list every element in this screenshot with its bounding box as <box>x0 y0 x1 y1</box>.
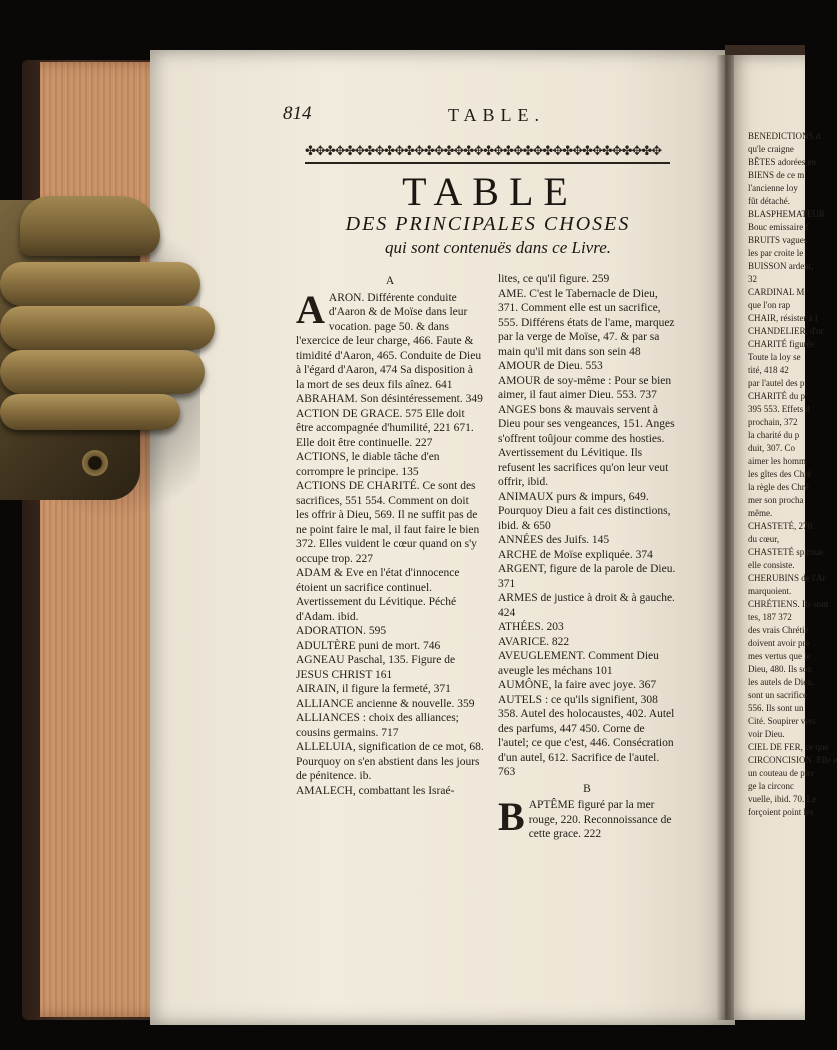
facing-page-line: mes vertus que le <box>748 651 811 661</box>
running-head <box>283 103 573 133</box>
facing-page-line: même. <box>748 508 773 518</box>
index-entry: ARMES de justice à droit & à gauche. 424 <box>498 592 675 619</box>
index-entry: ALLIANCE ancienne & nouvelle. 359 <box>296 697 475 710</box>
facing-page-line: BLASPHEMATEUR <box>748 209 826 219</box>
index-entry: ACTIONS, le diable tâche d'en corrompre le principe. 135 <box>296 451 440 478</box>
facing-page-line: tité, 418 42 <box>748 365 789 375</box>
facing-page-line: du cœur, <box>748 534 780 544</box>
index-entry: AUMÔNE, la faire avec joye. 367 <box>498 679 657 691</box>
index-entry: ALLIANCES : choix des alliances; cousins germains. 717 <box>296 712 459 739</box>
facing-page-line: BRUITS vagues <box>748 235 808 245</box>
subtitle-line-2: qui sont contenuës dans ce Livre. <box>385 238 611 257</box>
facing-page-line: vuelle, ibid. 70. Le <box>748 794 816 804</box>
clip-finger <box>0 262 200 306</box>
index-entry: ARCHE de Moïse expliquée. 374 <box>498 548 653 561</box>
facing-page-line: prochain, 372 <box>748 417 798 427</box>
facing-page-line: doivent avoir pre <box>748 638 810 648</box>
index-entry: ALLELUIA, signification de ce mot, 68. Pourquoy on s'en abstient dans les jours de pénitence. ib. <box>296 741 484 782</box>
index-entry: ADAM & Eve en l'état d'innocence étoient un sacrifice continuel. Avertissement du Lévitique. Péché d'Adam. ibid. <box>296 567 460 623</box>
index-entry: ARGENT, figure de la parole de Dieu. 371 <box>498 563 676 590</box>
facing-page-line: CHARITÉ figurée <box>748 339 815 349</box>
index-column-right <box>498 272 676 842</box>
facing-page-line: BIENS de ce m <box>748 170 805 180</box>
facing-page-line: mer son procha <box>748 495 804 505</box>
index-entry: BAPTÊME figuré par la mer rouge, 220. Reconnoissance de cette grace. 222 <box>498 794 672 840</box>
facing-page-line: CIRCONCISION. Elle e <box>748 755 837 765</box>
facing-page-line: la règle des Chré <box>748 482 809 492</box>
facing-page-line: CHRÉTIENS. Ils sont <box>748 599 829 609</box>
index-entry: AVARICE. 822 <box>498 635 570 648</box>
clip-finger <box>0 394 180 430</box>
index-entry: AGNEAU Paschal, 135. Figure de JESUS CHRIST 161 <box>296 654 456 681</box>
index-entry: ATHÉES. 203 <box>498 621 564 633</box>
index-entry: lites, ce qu'il figure. 259 <box>498 273 610 285</box>
facing-page-line: BENEDICTIONS d <box>748 131 821 141</box>
facing-page-line: CHAIR, résister à l <box>748 313 818 323</box>
facing-page-line: des vrais Chrétie <box>748 625 809 635</box>
facing-page-line: CARDINAL M <box>748 287 805 297</box>
facing-page-line: marquoient. <box>748 586 792 596</box>
facing-page-line: voir Dieu. <box>748 729 785 739</box>
facing-page-line: elle consiste. <box>748 560 795 570</box>
facing-page-text <box>748 130 837 819</box>
facing-page-line: Toute la loy se <box>748 352 801 362</box>
clip-rivet-icon <box>82 450 108 476</box>
index-entry: ABRAHAM. Son désintéressement. 349 <box>296 393 483 405</box>
facing-page-line: CHANDELIER, d'or <box>748 326 824 336</box>
facing-page-line: la charité du p <box>748 430 800 440</box>
index-entry: ACTIONS DE CHARITÉ. Ce sont des sacrifices, 551 554. Comment on doit les offrir à Dieu, 569. Il ne suffit pas de ne point faire le mal, il faut faire le bien 372. Elles vuident le cœur quand on s'y occupe trop. 227 <box>296 480 480 565</box>
index-entry: AUTELS : ce qu'ils signifient, 308 358. Autel des holocaustes, 402. Autel des parfums, 447 450. Corne de l'autel; ce que c'est, 446. Consécration d'un autel, 612. Sacrifice de l'autel. 763 <box>498 693 675 778</box>
facing-page-line: BUISSON ardent, <box>748 261 814 271</box>
facing-page-line: CHERUBINS de l'Ar <box>748 573 826 583</box>
index-entry: ADORATION. 595 <box>296 625 387 637</box>
facing-page-line: duit, 307. Co <box>748 443 796 453</box>
facing-page-line: CHASTETÉ, 270. <box>748 521 815 531</box>
index-entry: ACTION DE GRACE. 575 Elle doit être accompagnée d'humilité, 221 671. Elle doit être continuelle. 227 <box>296 407 474 449</box>
dropcap-b: B <box>498 794 525 839</box>
index-entry: AARON. Différente conduite d'Aaron & de Moïse dans leur vocation. page 50. & dans l'exercice de leur charge, 466. Faute & timidité d'Aaron, 465. Conduite de Dieu à l'égard d'Aaron, 474 Sa disposition à la mort de ses deux fils aînez. 641 <box>296 286 482 391</box>
facing-page-line: Dieu, 480. Ils son <box>748 664 812 674</box>
index-entry: AIRAIN, il figure la fermeté, 371 <box>296 683 451 695</box>
facing-page-line: BÊTES adorées en <box>748 157 816 167</box>
section-letter-a: A <box>385 275 395 287</box>
index-entry: AVEUGLEMENT. Comment Dieu aveugle les méchans 101 <box>498 650 659 677</box>
facing-page-line: que l'on rap <box>748 300 791 310</box>
page-number: 814 <box>283 103 312 124</box>
facing-page-line: 556. Ils sont un <box>748 703 804 713</box>
index-entry: ANNÉES des Juifs. 145 <box>498 534 610 546</box>
dropcap-a: A <box>296 286 325 332</box>
facing-page-line: aimer les homm <box>748 456 806 466</box>
clip-finger <box>0 350 205 394</box>
index-entry: AMOUR de soy-même : Pour se bien aimer, il faut aimer Dieu. 553. 737 <box>498 374 672 401</box>
index-entry: AMALECH, combattant les Israé- <box>296 784 455 797</box>
page-title: TABLE <box>402 169 578 214</box>
index-entry: AMOUR de Dieu. 553 <box>498 360 603 372</box>
clip-finger <box>0 306 215 350</box>
index-entry: AME. C'est le Tabernacle de Dieu, 371. Comment elle est un sacrifice, 555. Différens états de l'ame, marquez par la verge de Moïse, 47. & par sa main qu'il mit dans son sein 48 <box>498 287 675 358</box>
subtitle-line-1: DES PRINCIPALES CHOSES <box>345 213 631 235</box>
section-letter-b: B <box>583 782 591 795</box>
running-head-title: TABLE. <box>448 105 546 125</box>
ornamental-border: ✤✥✤✥✤✥✤✥✤✥✤✥✤✥✤✥✤✥✤✥✤✥✤✥✤✥✤✥✤✥✤✥✤✥✤✥ <box>305 140 670 164</box>
facing-page-line: fût détaché. <box>748 196 790 206</box>
facing-page-line: Cité. Soupirer vers <box>748 716 816 726</box>
book-gutter <box>716 55 734 1020</box>
facing-page-line: par l'autel des p <box>748 378 805 388</box>
clip-thumb <box>20 196 160 256</box>
index-entry: ANIMAUX purs & impurs, 649. Pourquoy Dieu a fait ces distinctions, ibid. & 650 <box>498 490 671 532</box>
facing-page-line: 32 <box>748 274 757 284</box>
facing-page-line: CHASTETÉ spiritue <box>748 547 824 557</box>
facing-page-line: ge la circonc <box>748 781 794 791</box>
facing-page-line: forçoient point les <box>748 807 814 817</box>
facing-page-line: 395 553. Effets d <box>748 404 810 414</box>
facing-page-line: l'ancienne loy <box>748 183 798 193</box>
facing-page-line: qu'le craigne <box>748 144 794 154</box>
index-entry: ADULTÈRE puni de mort. 746 <box>296 639 441 652</box>
facing-page-line: sont un sacrifice <box>748 690 807 700</box>
facing-page-line: un couteau de pier <box>748 768 815 778</box>
facing-page-line: les par croite le <box>748 248 804 258</box>
index-column-left <box>296 272 484 798</box>
facing-page-line: les autels de Dieu, <box>748 677 814 687</box>
facing-page-line: CHARITÉ du p <box>748 391 805 401</box>
facing-page-line: les gîtes des Chré <box>748 469 812 479</box>
facing-page-line: Bouc emissaire f <box>748 222 809 232</box>
facing-page-line: CIEL DE FER, ce que <box>748 742 829 752</box>
index-entry: ANGES bons & mauvais servent à Dieu pour ses vengeances, 151. Anges s'offrent toûjour comme des hosties. Avertissement du Lévitique. Ils refusent les sacrifices qu'on leur veut offrir, ibid. <box>498 403 675 488</box>
facing-page-line: tes, 187 372 <box>748 612 792 622</box>
